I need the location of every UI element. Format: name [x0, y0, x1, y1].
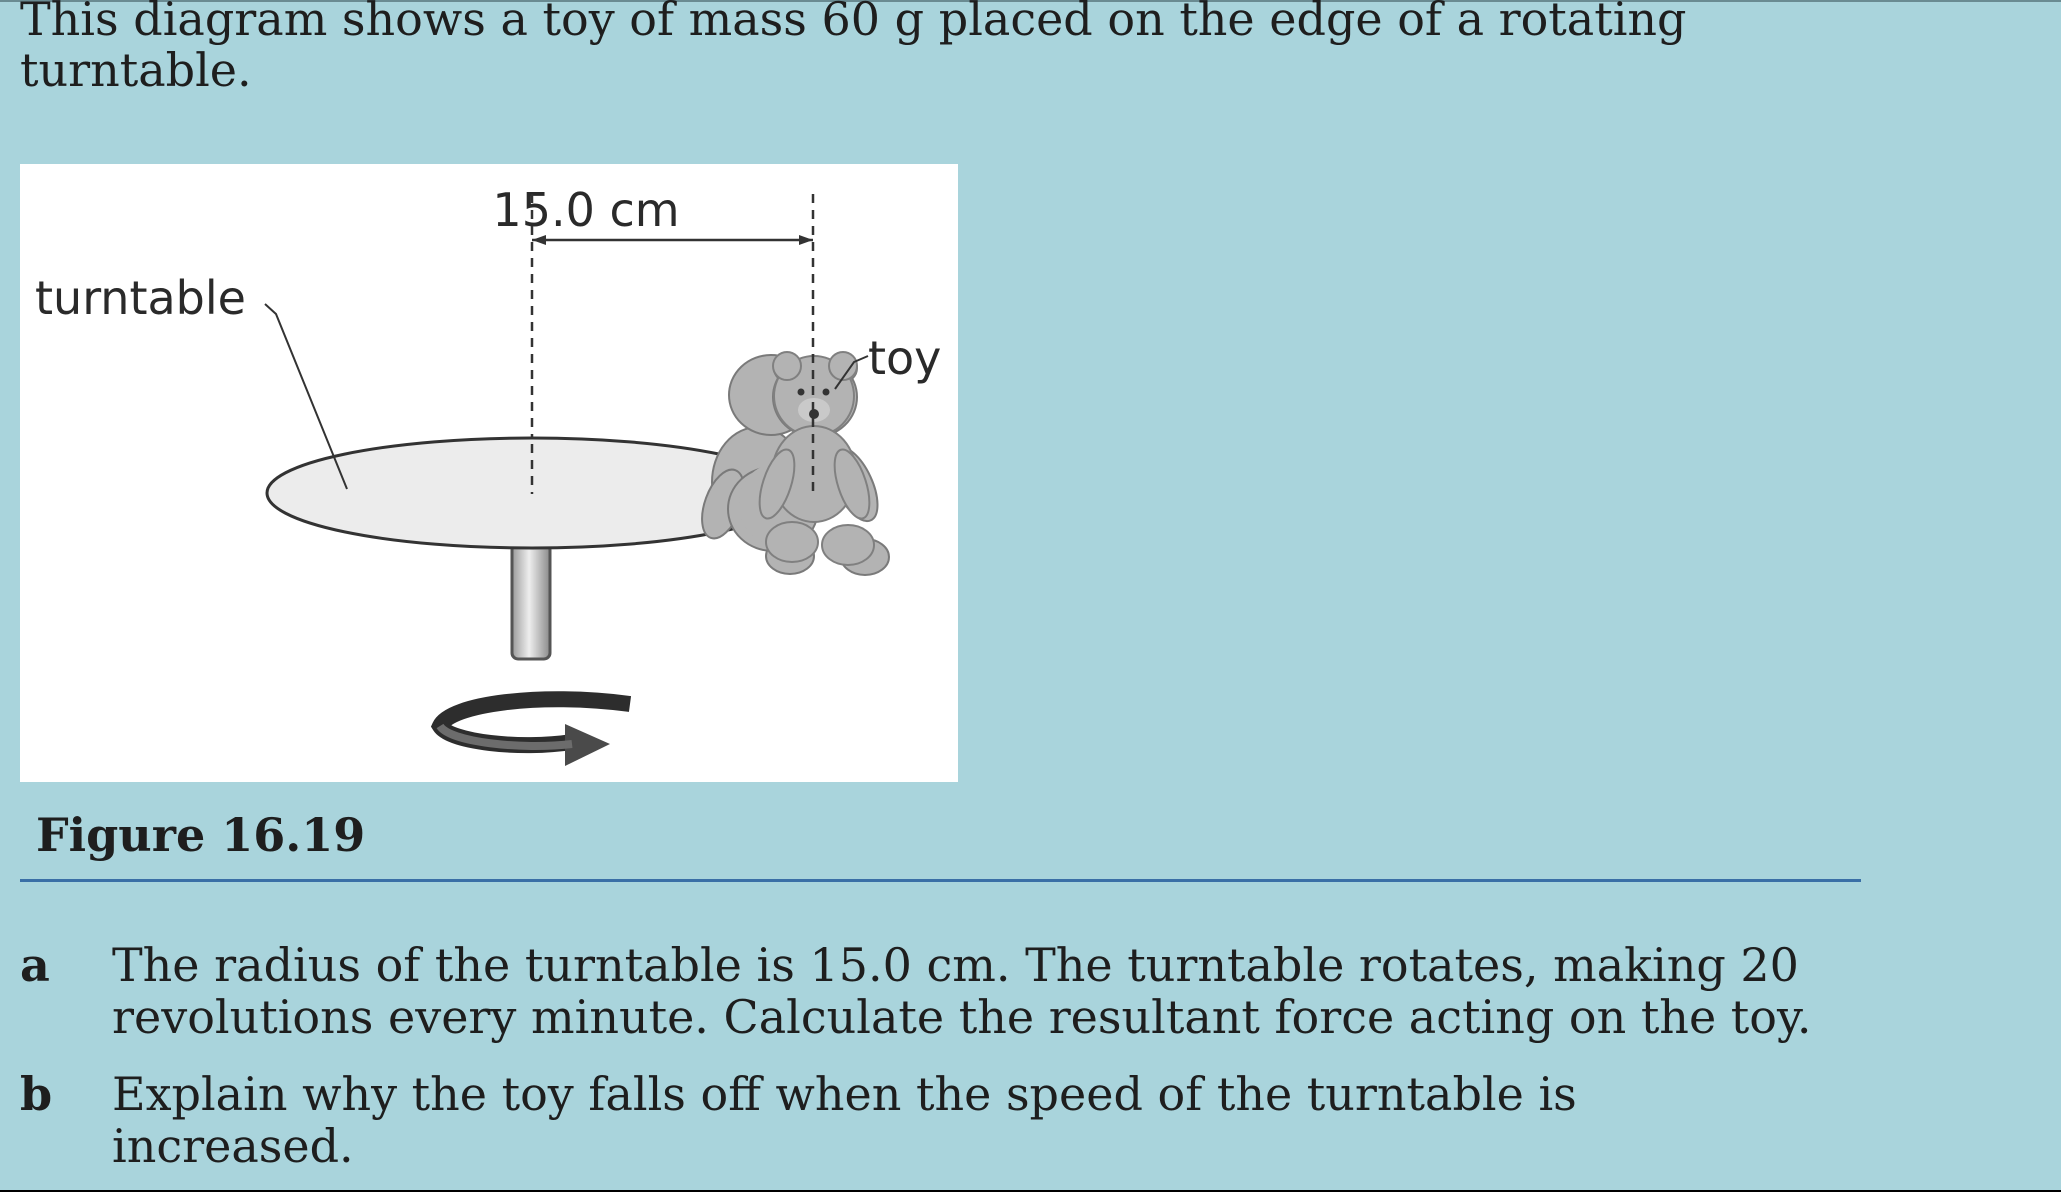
turntable-figure [20, 164, 958, 782]
turntable-label: turntable [35, 271, 246, 325]
rotation-arrow-icon [440, 699, 630, 766]
dimension-label: 15.0 cm [492, 183, 680, 237]
toy-label: toy [868, 331, 942, 385]
figure-caption: Figure 16.19 [36, 808, 366, 862]
question-letter: a [20, 938, 50, 992]
intro-text: This diagram shows a toy of mass 60 g placed on the edge of a rotating turntable. [20, 0, 1687, 97]
question-letter: b [20, 1067, 53, 1121]
question-text: The radius of the turntable is 15.0 cm. The turntable rotates, making 20 revolutions every minute. Calculate the resultant force acting on the toy. [112, 938, 1812, 1044]
question-text: Explain why the toy falls off when the speed of the turntable is increased. [112, 1067, 1577, 1173]
turntable-shaft [512, 544, 550, 659]
section-divider [20, 879, 1861, 882]
turntable-leader-line [265, 304, 347, 489]
question-a [20, 939, 1860, 1049]
question-b [20, 1067, 1860, 1173]
